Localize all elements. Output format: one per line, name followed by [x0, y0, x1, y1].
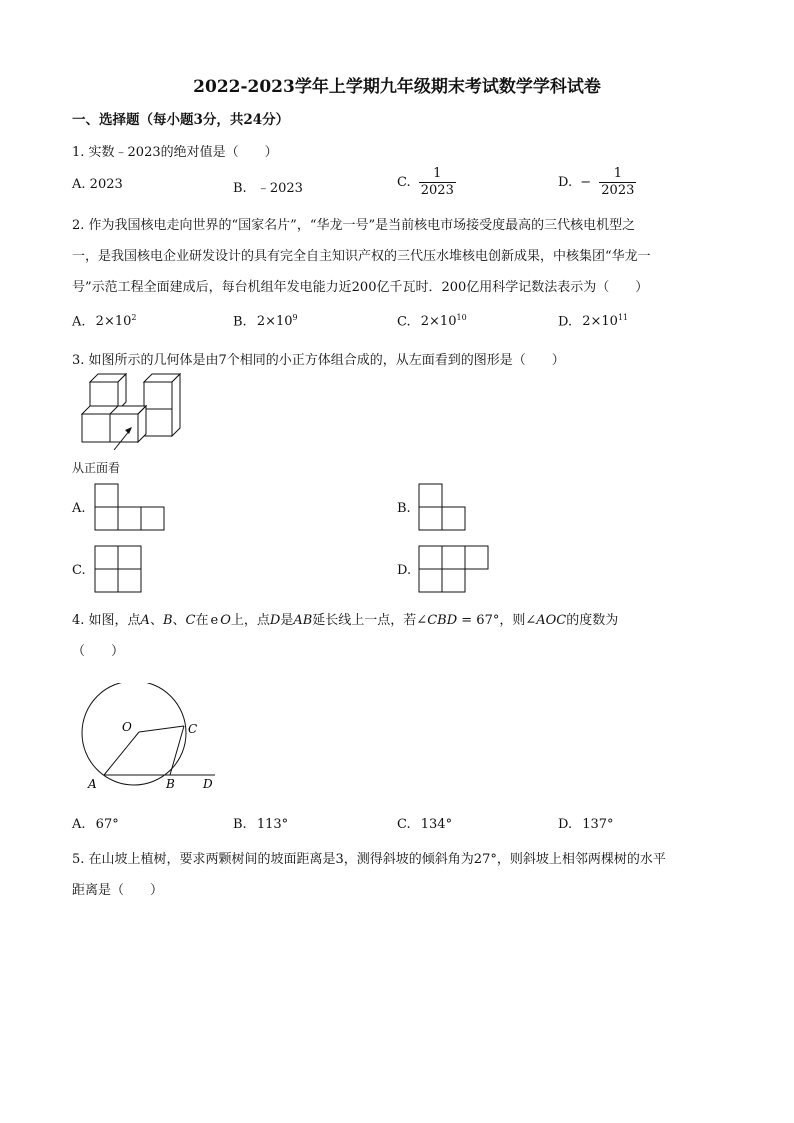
question-1-stem: 1. 实数﹣2023的绝对值是（ ） — [72, 145, 278, 160]
q1-option-a-value: 2023 — [89, 177, 123, 192]
q1-option-b-value: ﹣2023 — [256, 181, 303, 196]
q2-option-b-exponent: 9 — [292, 313, 298, 322]
q4-equation: = 67°，则∠ — [457, 613, 537, 628]
q4-stem-pre: 4. 如图，点 — [72, 613, 141, 628]
question-4-stem — [72, 609, 618, 628]
question-5-line-2: 距离是（ ） — [72, 883, 164, 898]
q1-option-c-denominator: 2023 — [420, 183, 454, 198]
section-heading: 一、选择题（每小题3分，共24分） — [72, 112, 290, 128]
q2-option-c-label: C. — [397, 314, 411, 330]
q2-option-a-label: A. — [72, 314, 86, 330]
q1-option-d-denominator: 2023 — [601, 183, 635, 198]
label-b: B — [166, 777, 175, 791]
q4-stem-mid2: 是 — [280, 613, 294, 628]
q3-option-d-figure — [418, 545, 492, 595]
page-title: 2022-2023学年上学期九年级期末考试数学学科试卷 — [193, 77, 601, 97]
q2-option-b-label: B. — [233, 314, 247, 330]
q3-option-a-label: A. — [72, 501, 86, 516]
q1-option-c-label: C. — [397, 175, 411, 190]
segment-oa — [104, 732, 139, 775]
q1-option-b — [233, 177, 303, 196]
question-2-line-2: 一，是我国核电企业研发设计的具有完全自主知识产权的三代压水堆核电创新成果，中核集团“华龙一 — [72, 249, 651, 264]
q2-option-d — [558, 313, 628, 329]
q1-option-d-numerator: 1 — [613, 166, 622, 181]
q4-option-c-label: C. — [397, 817, 411, 832]
q4-sep-1: 、 — [149, 613, 163, 628]
q2-option-a-base: 2×10 — [95, 314, 132, 330]
question-2-line-1: 2. 作为我国核电走向世界的“国家名片”，“华龙一号”是当前核电市场接受度最高的三代核电机型之 — [72, 218, 636, 233]
q4-option-a-value: 67° — [95, 817, 119, 832]
q2-option-c — [397, 313, 467, 329]
q2-option-c-base: 2×10 — [420, 314, 457, 330]
label-c: C — [188, 722, 198, 736]
q4-option-c — [397, 817, 452, 832]
q1-option-c — [397, 166, 456, 199]
q4-point-d: D — [269, 613, 281, 628]
q2-option-b — [233, 313, 298, 329]
q4-point-a: A — [140, 613, 150, 628]
q4-option-d — [558, 817, 614, 832]
circle-o — [82, 683, 186, 785]
q2-option-a — [72, 313, 136, 329]
q1-option-d-fraction — [599, 166, 636, 199]
cube-solid-figure — [70, 370, 190, 450]
q4-option-d-label: D. — [558, 817, 573, 832]
q4-option-d-value: 137° — [582, 817, 614, 832]
q2-option-b-base: 2×10 — [256, 314, 293, 330]
q2-option-a-exponent: 2 — [131, 313, 137, 322]
q3-option-c-figure — [94, 545, 144, 595]
q4-segment-ab: AB — [293, 613, 313, 628]
q4-option-c-value: 134° — [420, 817, 453, 832]
q3-option-d-label: D. — [397, 563, 412, 578]
q1-option-a-label: A. — [72, 177, 86, 192]
q1-option-c-numerator: 1 — [433, 166, 442, 181]
q1-option-d-label: D. — [558, 175, 573, 190]
q3-option-c-label: C. — [72, 563, 86, 578]
q4-option-b — [233, 817, 288, 832]
q2-option-c-exponent: 10 — [456, 313, 467, 322]
q4-sep-2: 、 — [172, 613, 186, 628]
question-5-line-1: 5. 在山坡上植树，要求两颗树间的坡面距离是3，测得斜坡的倾斜角为27°，则斜坡上相邻两棵树的水平 — [72, 852, 666, 867]
q4-on: 在 — [195, 613, 209, 628]
q4-option-b-value: 113° — [256, 817, 289, 832]
segment-oc — [139, 726, 184, 732]
figure-caption: 从正面看 — [72, 461, 121, 475]
q4-circle-symbol: e — [210, 613, 219, 628]
question-4-line-2: （ ） — [72, 644, 125, 659]
q1-option-a — [72, 177, 123, 192]
q4-stem-end: 的度数为 — [566, 613, 619, 628]
q4-option-a — [72, 817, 119, 832]
q4-point-b: B — [162, 613, 173, 628]
q2-option-d-base: 2×10 — [582, 314, 618, 330]
q2-option-d-exponent: 11 — [617, 313, 629, 322]
q2-option-d-label: D. — [558, 314, 573, 330]
q3-option-b-label: B. — [397, 501, 411, 516]
circle-geometry-figure — [76, 683, 226, 793]
q3-option-b-figure — [418, 483, 468, 533]
q1-option-c-fraction — [419, 166, 456, 199]
question-3-stem: 3. 如图所示的几何体是由7个相同的小正方体组合成的，从左面看到的图形是（ ） — [72, 353, 565, 368]
q4-point-o: O — [220, 613, 231, 628]
q1-option-b-label: B. — [233, 181, 247, 196]
q4-angle-cbd: CBD — [427, 613, 458, 628]
segment-bc — [170, 726, 184, 775]
q4-option-b-label: B. — [233, 817, 247, 832]
label-d: D — [203, 777, 213, 791]
q4-option-a-label: A. — [72, 817, 86, 832]
q4-stem-mid: 上，点 — [230, 613, 270, 628]
q3-option-a-figure — [94, 483, 168, 533]
question-2-line-3: 号”示范工程全面建成后，每台机组年发电能力近200亿千瓦时．200亿用科学记数法表示为（ ） — [72, 280, 649, 295]
label-o: O — [122, 720, 132, 734]
q1-option-d — [558, 166, 636, 199]
label-a: A — [88, 777, 97, 791]
q4-angle-aoc: AOC — [536, 613, 567, 628]
q1-option-d-sign: − — [580, 175, 592, 190]
q4-point-c: C — [185, 613, 196, 628]
q4-stem-mid3: 延长线上一点，若∠ — [312, 613, 428, 628]
